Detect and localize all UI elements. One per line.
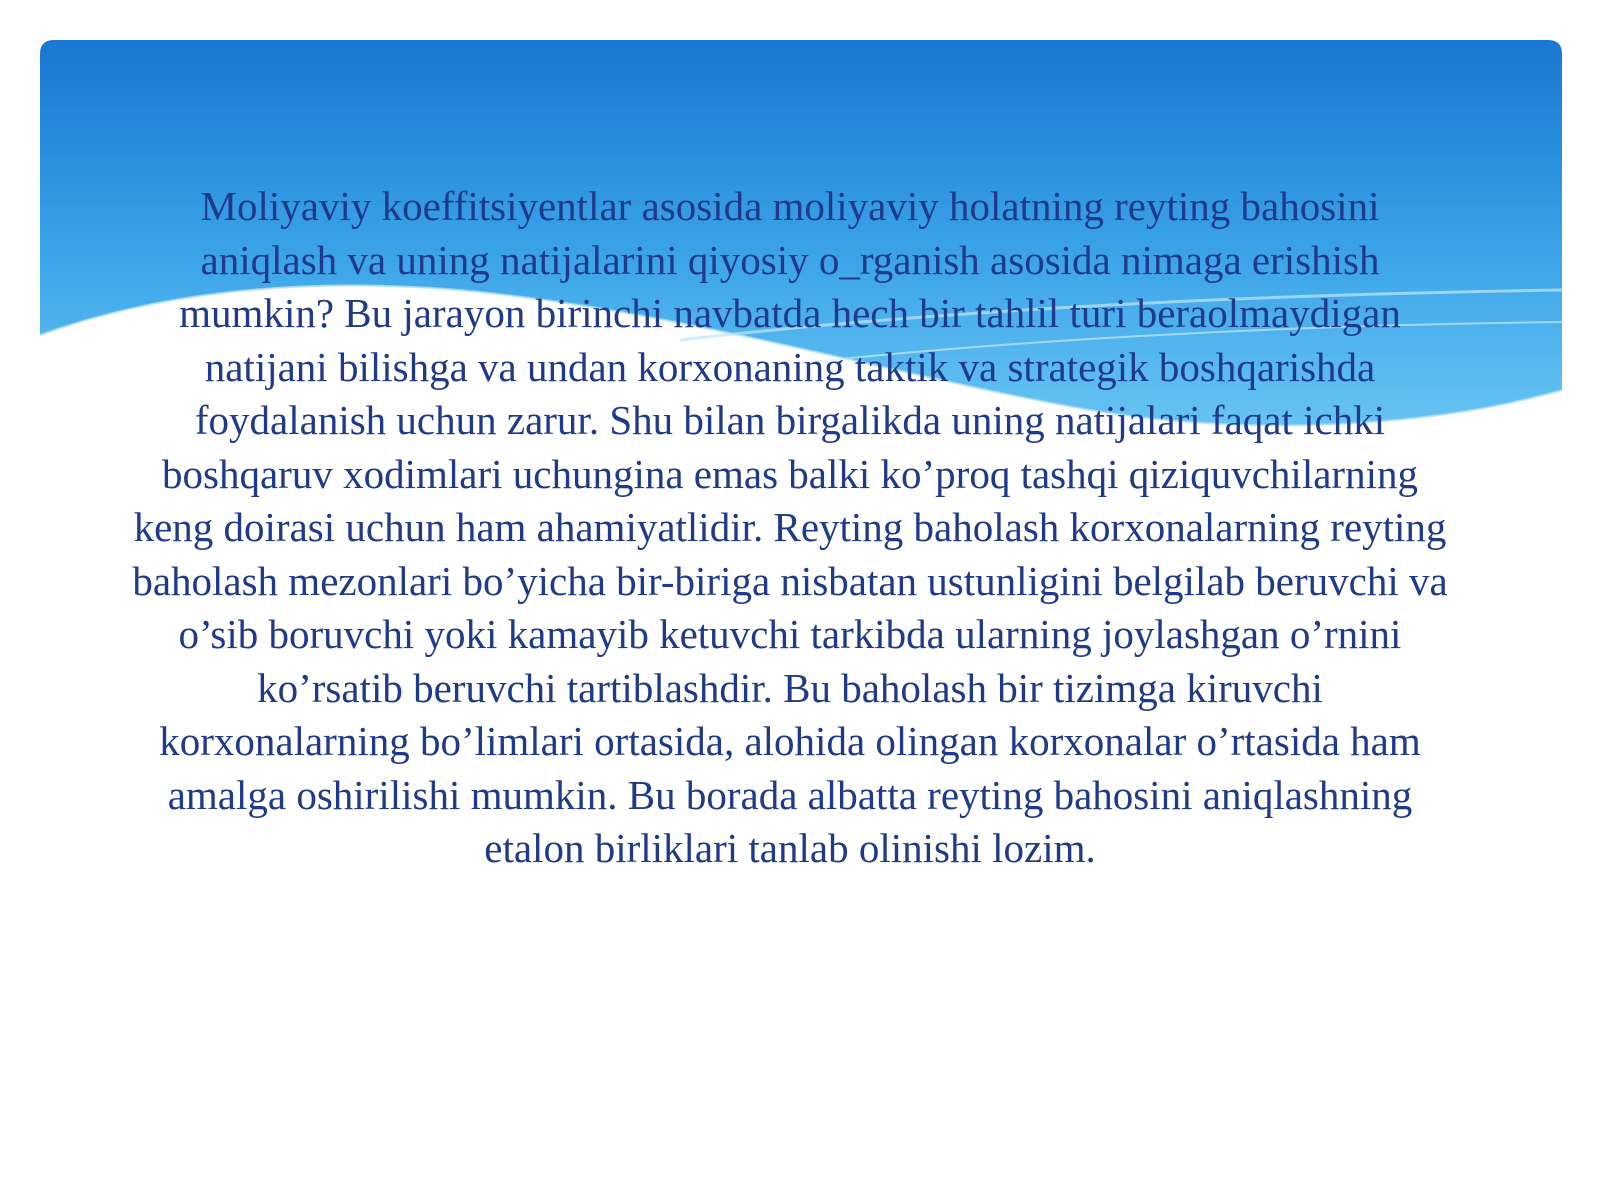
slide-body-text: Moliyaviy koeffitsiyentlar asosida moliyaviy holatning reyting bahosini aniqlash va uning natijalarini qiyosiy o_rganish asosida nimaga erishish mumkin? Bu jarayon birinchi navbatda hech bir tahlil turi beraolmaydigan natijani bilishga va undan korxonaning taktik va strategik boshqarishda foydalanish uchun zarur. Shu bilan birgalikda uning natijalari faqat ichki boshqaruv xodimlari uchungina emas balki ko’proq tashqi qiziquvchilarning keng doirasi uchun ham ahamiyatlidir. Reyting baholash korxonalarning reyting baholash mezonlari bo’yicha bir-biriga nisbatan ustunligini belgilab beruvchi va o’sib boruvchi yoki kamayib ketuvchi tarkibda ularning joylashgan o’rnini ko’rsatib beruvchi tartiblashdir. Bu baholash bir tizimga kiruvchi korxonalarning bo’limlari ortasida, alohida olingan korxonalar o’rtasida ham amalga oshirilishi mumkin. Bu borada albatta reyting bahosini aniqlashning etalon birliklari tanlab olinishi lozim. [132, 183, 1448, 871]
